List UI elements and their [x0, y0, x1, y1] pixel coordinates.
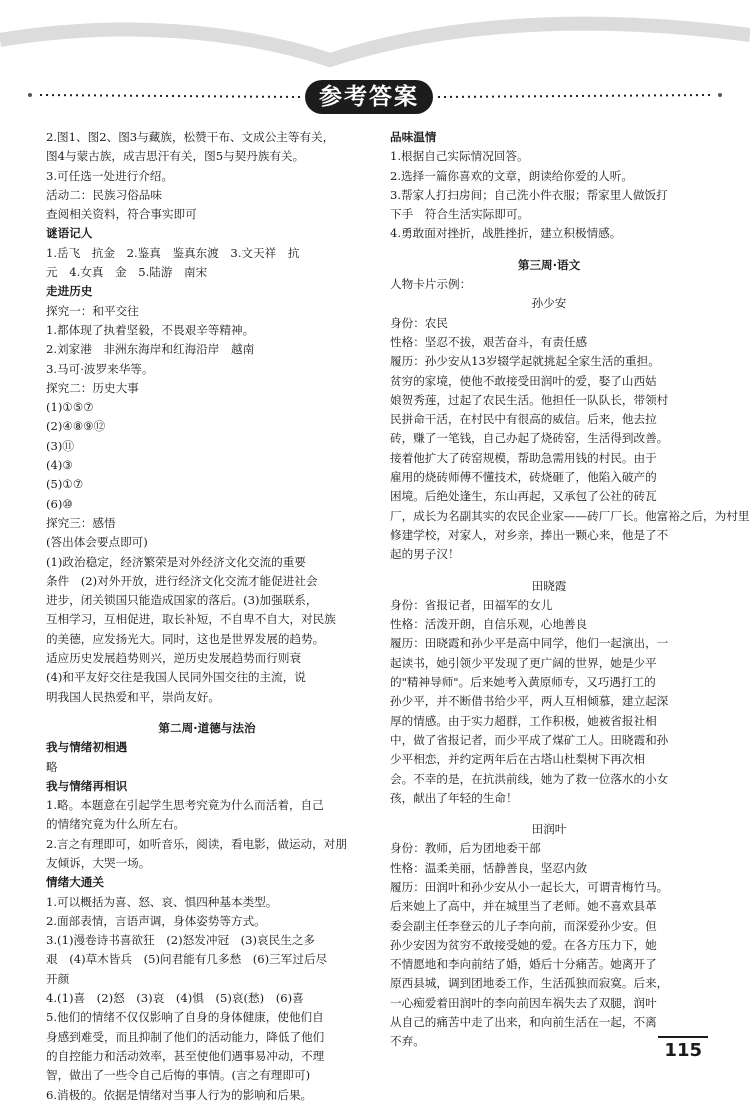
spacer — [390, 244, 708, 256]
text-line: 2.选择一篇你喜欢的文章，朗读给你爱的人听。 — [390, 168, 633, 183]
text-line: 不情愿地和李向前结了婚，婚后十分痛苦。她离开了 — [390, 957, 657, 972]
section-heading: 第三周·语文 — [517, 257, 581, 272]
text-line: 民拼命干活，在村民中有很高的威信。后来，他去拉 — [390, 412, 657, 427]
text-line: 性格：活泼开朗，自信乐观，心地善良 — [390, 617, 588, 632]
text-line: (4)和平友好交往是我国人民同外国交往的主流，说 — [46, 670, 306, 685]
text-line: 娘贺秀莲，过起了农民生活。他担任一队队长，带领村 — [390, 392, 669, 407]
text-line: 智，做出了一些令自己后悔的事情。(言之有理即可) — [46, 1068, 311, 1083]
text-line: 2.言之有理即可，如听音乐，阅读，看电影，做运动，对朋 — [46, 836, 347, 851]
text-line: 4.勇敢面对挫折，战胜挫折，建立积极情感。 — [390, 226, 622, 241]
text-line: 2.图1、图2、图3与藏族，松赞干布、文成公主等有关， — [46, 130, 335, 144]
text-line: 身份：教师，后为团地委干部 — [390, 841, 541, 856]
text-line: 性格：温柔美丽，恬静善良，坚忍内敛 — [390, 860, 588, 875]
text-line: 困境。后绝处逢生，东山再起，又承包了公社的砖瓦 — [390, 489, 657, 504]
text-line: 2.刘家港 非洲东海岸和红海沿岸 越南 — [46, 342, 255, 357]
text-line: 履历：孙少安从13岁辍学起就挑起全家生活的重担。 — [390, 354, 660, 369]
text-line: (3)⑪ — [46, 438, 75, 453]
text-line: 的"精神导师"。后来她考入黄原师专，又巧遇打工的 — [390, 675, 656, 690]
text-line: 厚的情感。由于实力超群，工作积极，她被省报社相 — [390, 713, 657, 728]
spacer — [390, 565, 708, 577]
text-line: (4)③ — [46, 458, 73, 473]
spacer — [46, 707, 368, 719]
text-line: 下手 符合生活实际即可。 — [390, 207, 530, 222]
text-line: 会。不幸的是，在抗洪前线，她为了救一位落水的小女 — [390, 771, 669, 786]
text-line: 进步，闭关锁国只能造成国家的落后。(3)加强联系， — [46, 593, 318, 608]
text-line: 一心痴爱着田润叶的李向前因车祸失去了双腿，润叶 — [390, 995, 657, 1010]
section-heading: 谜语记人 — [46, 226, 93, 241]
text-line: 贫穷的家境，使他不敢接受田润叶的爱，娶了山西姑 — [390, 373, 657, 388]
text-line: (1)政治稳定，经济繁荣是对外经济文化交流的重要 — [46, 554, 306, 569]
text-line: 人物卡片示例： — [390, 277, 472, 292]
text-line: 少平相恋，并约定两年后在古塔山杜梨树下再次相 — [390, 752, 646, 767]
right-column — [390, 128, 750, 1052]
text-line: 探究一：和平交往 — [46, 303, 139, 318]
text-line: 履历：田润叶和孙少安从小一起长大，可谓青梅竹马。 — [390, 879, 669, 894]
text-line: 1.都体现了执着坚毅，不畏艰辛等精神。 — [46, 322, 255, 337]
text-line: 履历：田晓霞和孙少平是高中同学，他们一起演出，一 — [390, 636, 669, 651]
text-line: 起读书，她引领少平发现了更广阔的世界，她是少平 — [390, 655, 657, 670]
text-line: 探究三：感悟 — [46, 515, 116, 530]
text-line: 友倾诉，大哭一场。 — [46, 855, 151, 870]
text-line: 活动二：民族习俗品味 — [46, 187, 162, 202]
text-line: 雇用的烧砖师傅不懂技术，砖烧砸了，他陷入破产的 — [390, 470, 657, 485]
text-line: (答出体会要点即可) — [46, 535, 148, 550]
text-line: 开颜 — [46, 971, 70, 986]
text-line: 3.马可·波罗来华等。 — [46, 361, 154, 376]
text-line: 2.面部表情，言语声调，身体姿势等方式。 — [46, 913, 266, 928]
text-line: 1.略。本题意在引起学生思考究竟为什么而活着，自己 — [46, 798, 324, 813]
text-line: 起的男子汉！ — [390, 547, 460, 562]
text-line: 互相学习，互相促进，取长补短，不自卑不自大，对民族 — [46, 612, 336, 627]
text-line: 中，做了省报记者，而少平成了煤矿工人。田晓霞和孙 — [390, 732, 669, 747]
answer-banner — [0, 0, 750, 135]
text-line: 的情绪究竟为什么所左右。 — [46, 817, 186, 832]
text-line: 5.他们的情绪不仅仅影响了自身的身体健康，使他们自 — [46, 1010, 324, 1025]
text-line: (6)⑩ — [46, 496, 73, 511]
text-line: 6.消极的。依据是情绪对当事人行为的影响和后果。 — [46, 1087, 313, 1102]
text-line: 1.可以概括为喜、怒、哀、惧四种基本类型。 — [46, 894, 278, 909]
text-line: 不弃。 — [390, 1034, 425, 1049]
text-line: 4.(1)喜 (2)怒 (3)哀 (4)惧 (5)哀(愁) (6)喜 — [46, 991, 304, 1006]
text-line: 厂，成长为名副其实的农民企业家——砖厂厂长。他富裕之后，为村里 — [390, 508, 750, 523]
text-line: 委会副主任李登云的儿子李向前，而深爱孙少安。但 — [390, 918, 657, 933]
left-column — [46, 128, 368, 1105]
text-line: 修建学校，对家人，对乡亲，捧出一颗心来，他是了不 — [390, 527, 669, 542]
text-line: 条件 (2)对外开放，进行经济文化交流才能促进社会 — [46, 573, 318, 588]
text-line: 3.(1)漫卷诗书喜欲狂 (2)怒发冲冠 (3)哀民生之多 — [46, 933, 316, 948]
section-heading: 我与情绪初相遇 — [46, 740, 128, 755]
text-line: 1.岳飞 抗金 2.鉴真 鉴真东渡 3.文天祥 抗 — [46, 245, 300, 260]
text-line: 孩，献出了年轻的生命！ — [390, 790, 518, 805]
text-line: 田润叶 — [531, 822, 567, 837]
page-number: 115 — [658, 1036, 708, 1061]
text-line: 孙少平，并不断借书给少平，两人互相倾慕，建立起深 — [390, 694, 669, 709]
text-line: 3.可任选一处进行介绍。 — [46, 168, 173, 183]
text-line: 孙少安因为贫穷不敢接受她的爱。在各方压力下，她 — [390, 937, 657, 952]
text-line: (5)①⑦ — [46, 477, 84, 492]
text-line: 后来她上了高中，并在城里当了老师。她不喜欢县革 — [390, 899, 657, 914]
text-line: 艰 (4)草木皆兵 (5)问君能有几多愁 (6)三军过后尽 — [46, 952, 328, 967]
text-line: 原西县城，调到团地委工作，生活孤独而寂寞。后来， — [390, 976, 669, 991]
text-line: 查阅相关资料，符合事实即可 — [46, 207, 197, 222]
text-line: (2)④⑧⑨⑫ — [46, 419, 106, 434]
text-line: 的自控能力和活动效率，甚至使他们遇事易冲动，不理 — [46, 1048, 325, 1063]
section-heading: 情绪大通关 — [46, 875, 104, 890]
text-line: 1.根据自己实际情况回答。 — [390, 149, 529, 164]
text-line: 孙少安 — [531, 296, 567, 311]
text-line: 元 4.女真 金 5.陆游 南宋 — [46, 265, 208, 280]
text-line: 砖，赚了一笔钱，自己办起了烧砖窑，生活得到改善。 — [390, 431, 669, 446]
banner-decoration — [0, 0, 750, 135]
text-line: 田晓霞 — [531, 578, 567, 593]
section-heading: 品味温情 — [390, 130, 437, 144]
text-line: 适应历史发展趋势则兴，逆历史发展趋势而行则衰 — [46, 651, 302, 666]
text-line: 探究二：历史大事 — [46, 380, 139, 395]
text-line: 图4与蒙古族，成吉思汗有关，图5与契丹族有关。 — [46, 149, 305, 164]
section-heading: 第二周·道德与法治 — [158, 720, 256, 735]
spacer — [390, 808, 708, 820]
section-heading: 走进历史 — [46, 284, 93, 299]
text-line: 身份：农民 — [390, 315, 448, 330]
text-line: 性格：坚忍不拔，艰苦奋斗，有责任感 — [390, 334, 588, 349]
section-heading: 我与情绪再相识 — [46, 778, 128, 793]
text-line: 明我国人民热爱和平，崇尚友好。 — [46, 689, 220, 704]
text-line: 接着他扩大了砖窑规模，帮助急需用钱的村民。由于 — [390, 450, 657, 465]
text-line: (1)①⑤⑦ — [46, 400, 94, 415]
text-line: 从自己的痛苦中走了出来，和向前生活在一起，不离 — [390, 1015, 657, 1030]
page-title: 参考答案 — [305, 80, 433, 114]
text-line: 3.帮家人打扫房间；自己洗小件衣服；帮家里人做饭打 — [390, 187, 668, 202]
text-line: 的美德，应发扬光大。同时，这也是世界发展的趋势。 — [46, 631, 325, 646]
text-line: 略 — [46, 759, 58, 774]
text-line: 身份：省报记者，田福军的女儿 — [390, 597, 553, 612]
text-line: 身感到难受，而且抑制了他们的活动能力，降低了他们 — [46, 1029, 325, 1044]
